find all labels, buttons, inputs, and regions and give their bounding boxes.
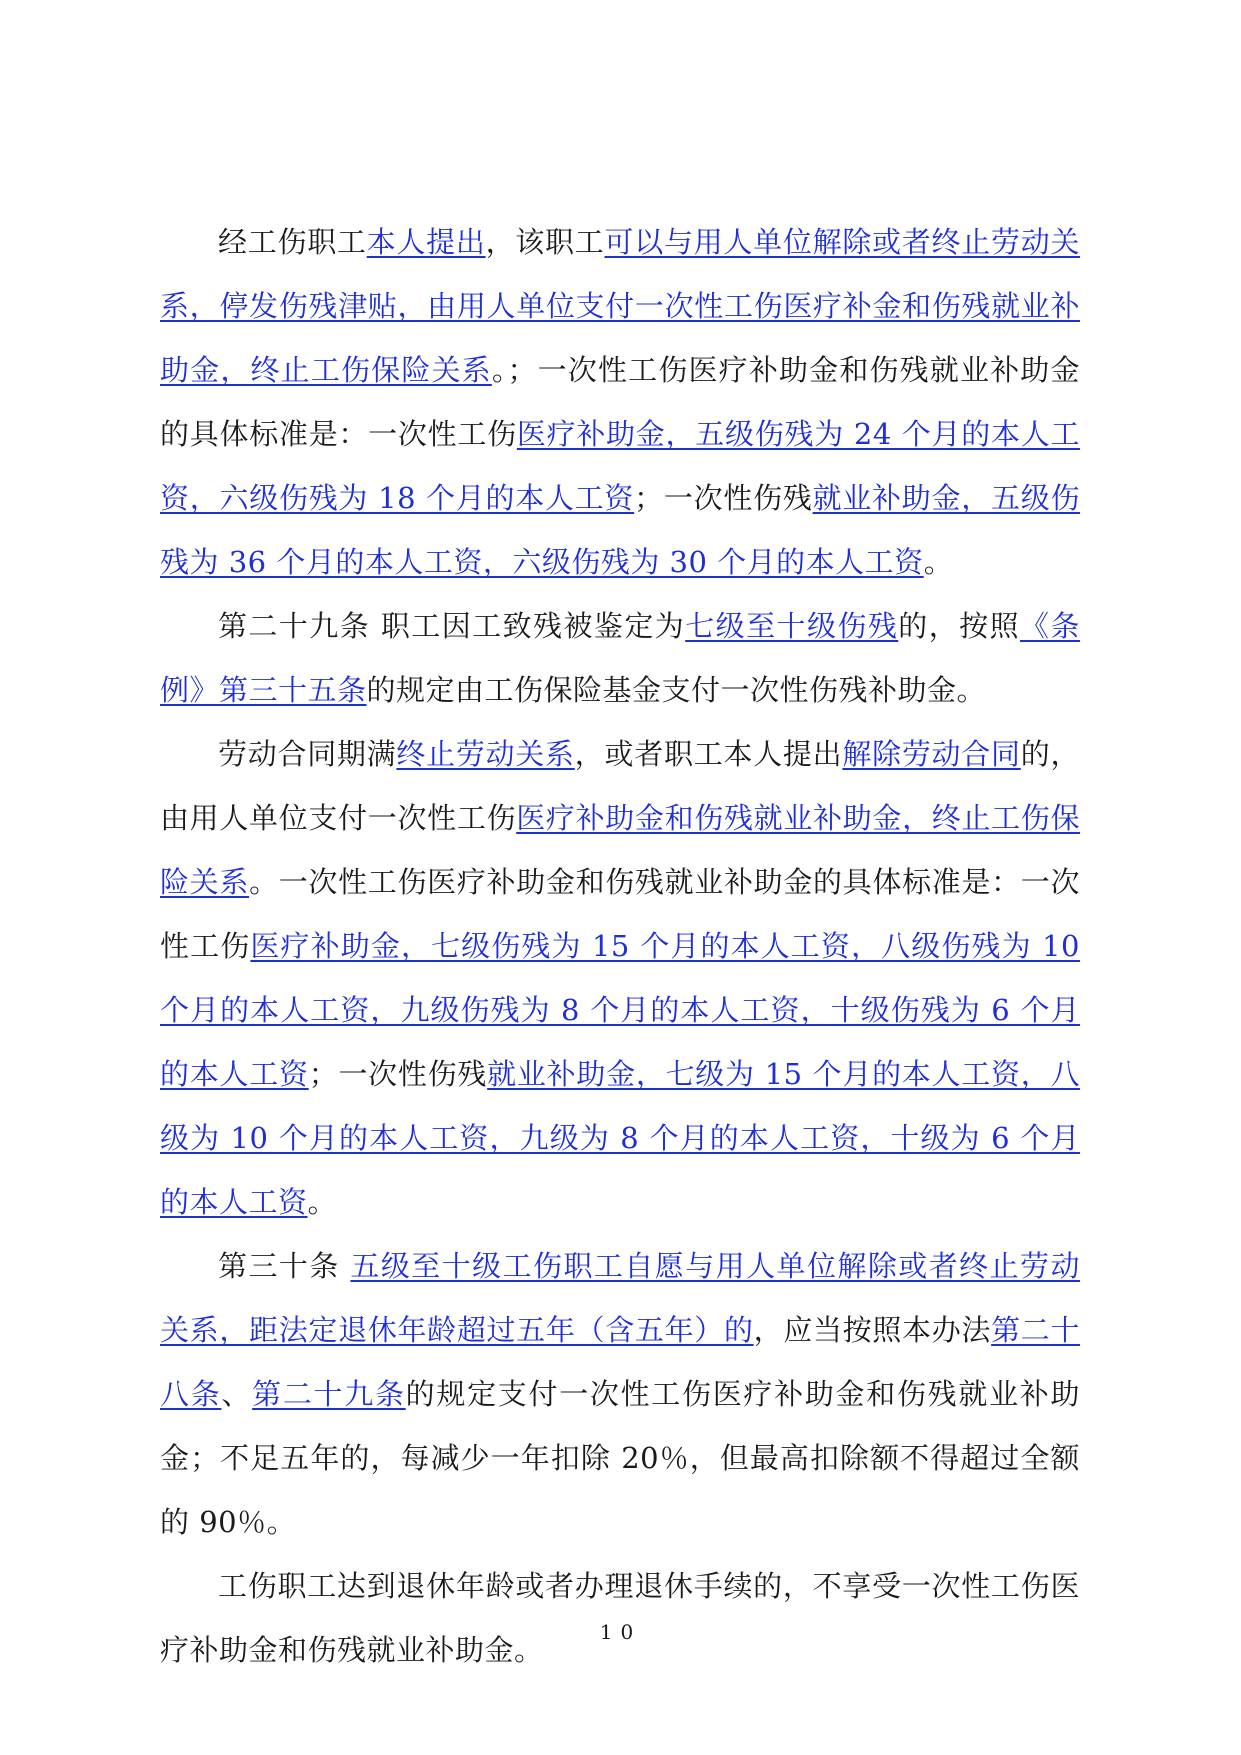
hyperlink-text[interactable]: 解除劳动合同 bbox=[842, 737, 1021, 771]
paragraph-text: 。；一次性工伤医疗补助金和伤残就业补助金的具体标准是：一次性工伤 bbox=[160, 353, 1080, 451]
paragraph-text: 经工伤职工 bbox=[218, 225, 367, 259]
paragraph-text: ；一次性伤残 bbox=[634, 481, 813, 515]
page-number: 10 bbox=[599, 1620, 642, 1644]
hyperlink-text[interactable]: 五级至十级工伤职工自愿与用人单位解除或者终止劳动关系，距法定退休年龄超过五年（含五年）的 bbox=[160, 1249, 1080, 1347]
paragraph bbox=[160, 594, 1080, 722]
paragraph-text: ，或者职工本人提出 bbox=[574, 737, 843, 771]
paragraph-text: 的，按照 bbox=[898, 609, 1021, 643]
hyperlink-text[interactable]: 就业补助金，七级为 15 个月的本人工资，八级为 10 个月的本人工资，九级为 8 个月的本人工资，十级为 6 个月的本人工资 bbox=[160, 1057, 1080, 1219]
hyperlink-text[interactable]: 《条例》第三十五条 bbox=[160, 609, 1080, 707]
hyperlink-text[interactable]: 七级至十级伤残 bbox=[685, 609, 899, 643]
paragraph bbox=[160, 1554, 1080, 1682]
hyperlink-text[interactable]: 医疗补助金，五级伤残为 24 个月的本人工资，六级伤残为 18 个月的本人工资 bbox=[160, 417, 1080, 515]
paragraph-text: 工伤职工达到退休年龄或者办理退休手续的，不享受一次性工伤医疗补助金和伤残就业补助金。 bbox=[160, 1569, 1080, 1667]
hyperlink-text[interactable]: 医疗补助金和伤残就业补助金，终止工伤保险关系 bbox=[160, 801, 1080, 899]
paragraph-text: 。 bbox=[923, 545, 954, 579]
paragraph-text: ，该职工 bbox=[485, 225, 605, 259]
paragraph-text: 劳动合同期满 bbox=[218, 737, 397, 771]
paragraph-text: 。一次性工伤医疗补助金和伤残就业补助金的具体标准是：一次性工伤 bbox=[160, 865, 1080, 963]
paragraph-text: 的规定由工伤保险基金支付一次性伤残补助金。 bbox=[366, 673, 987, 707]
paragraph bbox=[160, 210, 1080, 594]
paragraph-text: 第二十九条 职工因工致残被鉴定为 bbox=[218, 609, 686, 643]
hyperlink-text[interactable]: 本人提出 bbox=[366, 225, 486, 259]
paragraph-text: 第三十条 bbox=[218, 1249, 351, 1283]
paragraph-text: ，应当按照本办法 bbox=[753, 1313, 992, 1347]
paragraph-text: 的，由用人单位支付一次性工伤 bbox=[160, 737, 1080, 835]
paragraph bbox=[160, 722, 1080, 1234]
paragraph-text: ；一次性伤残 bbox=[308, 1057, 488, 1091]
hyperlink-text[interactable]: 终止劳动关系 bbox=[396, 737, 575, 771]
paragraph-text: 。 bbox=[307, 1185, 338, 1219]
paragraph bbox=[160, 1234, 1080, 1554]
hyperlink-text[interactable]: 医疗补助金，七级伤残为 15 个月的本人工资，八级伤残为 10 个月的本人工资，九级伤残为 8 个月的本人工资，十级伤残为 6 个月的本人工资 bbox=[160, 929, 1080, 1091]
paragraph-text: 、 bbox=[221, 1377, 253, 1411]
hyperlink-text[interactable]: 可以与用人单位解除或者终止劳动关系，停发伤残津贴，由用人单位支付一次性工伤医疗补金和伤残就业补助金，终止工伤保险关系 bbox=[160, 225, 1080, 387]
document-body bbox=[160, 210, 1080, 1682]
hyperlink-text[interactable]: 第二十八条 bbox=[160, 1313, 1080, 1411]
paragraph-text: 的规定支付一次性工伤医疗补助金和伤残就业补助金；不足五年的，每减少一年扣除 20％，但最高扣除额不得超过全额的 90％。 bbox=[160, 1377, 1080, 1539]
hyperlink-text[interactable]: 就业补助金，五级伤残为 36 个月的本人工资，六级伤残为 30 个月的本人工资 bbox=[160, 481, 1080, 579]
hyperlink-text[interactable]: 第二十九条 bbox=[252, 1377, 406, 1411]
